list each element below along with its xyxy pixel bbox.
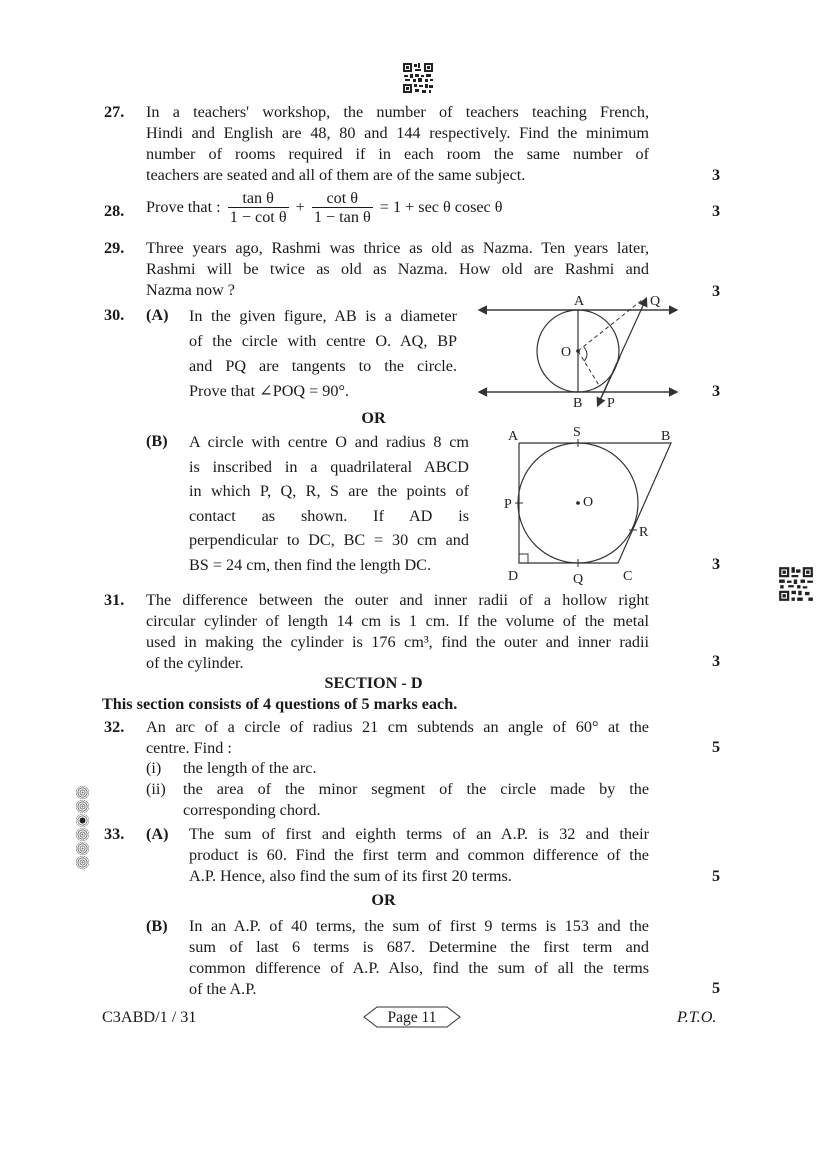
q32-item-i-text: the length of the arc. (183, 759, 317, 777)
q28-prefix: Prove that : (146, 198, 221, 216)
q27-line-2: Hindi and English are 48, 80 and 144 respectively. Find the minimum (146, 124, 649, 142)
q33a-line-3: A.P. Hence, also find the sum of its first 20 terms. (189, 867, 512, 885)
q33b-line-2: sum of last 6 terms is 687. Determine the first term and (189, 938, 649, 956)
q27-line-4: teachers are seated and all of them are of the same subject. (146, 166, 526, 184)
fig30-label-p: P (607, 396, 615, 410)
q30-or-separator: OR (361, 409, 386, 427)
question-32-text (146, 717, 649, 759)
paper-code: C3ABD/1 / 31 (102, 1008, 197, 1026)
binding-mark (76, 786, 89, 799)
page-number: Page 11 (387, 1009, 437, 1026)
binding-mark (76, 842, 89, 855)
q30a-line-1: In the given figure, AB is a diameter (189, 307, 457, 325)
question-number-31: 31. (104, 591, 125, 609)
q33b-marks: 5 (712, 979, 721, 997)
q28-rhs: = 1 + sec θ cosec θ (379, 198, 503, 216)
fig30b-label-o: O (583, 495, 594, 510)
q27-line-3: number of rooms required if in each room the same number of (146, 145, 649, 163)
q30a-line-2: of the circle with centre O. AQ, BP (189, 332, 457, 350)
q31-marks: 3 (712, 652, 721, 670)
q30b-line-1: A circle with centre O and radius 8 cm (189, 433, 469, 451)
q31-line-3: used in making the cylinder is 176 cm³, find the outer and inner radii (146, 633, 649, 651)
question-31-text (146, 590, 649, 674)
fig30-label-b: B (573, 396, 583, 410)
q29-line-1: Three years ago, Rashmi was thrice as old as Nazma. Ten years later, (146, 239, 649, 257)
q30-part-a-text (189, 304, 457, 404)
q27-line-1: In a teachers' workshop, the number of teachers teaching French, (146, 103, 649, 121)
q33b-line-4: of the A.P. (189, 980, 257, 998)
q30-part-b-label: (B) (146, 432, 168, 450)
question-number-30: 30. (104, 306, 125, 324)
figure-tangents-circle (470, 285, 690, 410)
q33a-line-2: product is 60. Find the first term and common difference of the (189, 846, 649, 864)
q32-line-2: centre. Find : (146, 739, 232, 757)
question-number-33: 33. (104, 825, 125, 843)
q30b-line-4: contact as shown. If AD is (189, 506, 469, 525)
q29-line-3: Nazma now ? (146, 281, 235, 299)
q32-marks: 5 (712, 738, 721, 756)
fig30b-label-s: S (573, 425, 581, 440)
q32-item-i-label: (i) (146, 759, 162, 777)
q31-line-2: circular cylinder of length 14 cm is 1 cm. If the volume of the metal (146, 612, 649, 630)
q28-frac1-numerator: tan θ (228, 189, 289, 208)
qr-code-icon (402, 62, 434, 94)
fig30b-label-d: D (508, 569, 519, 584)
q30-part-b-text (189, 430, 469, 577)
q33b-line-1: In an A.P. of 40 terms, the sum of first 9 terms is 153 and the (189, 917, 649, 935)
q32-item-ii-text (183, 779, 649, 821)
question-number-32: 32. (104, 718, 125, 736)
q28-fraction-2 (312, 189, 373, 226)
section-d-intro: This section consists of 4 questions of 5 marks each. (102, 695, 458, 713)
q29-marks: 3 (712, 282, 721, 300)
q30a-line-3: and PQ are tangents to the circle. (189, 357, 457, 375)
section-d-title: SECTION - D (324, 674, 423, 692)
binding-mark (76, 828, 89, 841)
question-number-27: 27. (104, 103, 125, 121)
q33-part-b-text (189, 916, 649, 1000)
q30b-line-5: perpendicular to DC, BC = 30 cm and (189, 531, 469, 549)
q29-line-2: Rashmi will be twice as old as Nazma. How old are Rashmi and (146, 260, 649, 278)
q30b-line-6: BS = 24 cm, then find the length DC. (189, 555, 432, 574)
question-number-28: 28. (104, 202, 125, 220)
q33a-marks: 5 (712, 867, 721, 885)
fig30-label-q: Q (650, 294, 661, 309)
q30b-marks: 3 (712, 555, 721, 573)
page-number-box (363, 1006, 461, 1028)
binding-mark (76, 800, 89, 813)
fig30b-label-a: A (508, 429, 519, 444)
q30b-line-3: in which P, Q, R, S are the points of (189, 482, 469, 500)
q33-part-a-text (189, 824, 649, 887)
q30b-line-2: is inscribed in a quadrilateral ABCD (189, 457, 469, 476)
q31-line-1: The difference between the outer and inner radii of a hollow right (146, 591, 649, 609)
side-qr-code-icon (777, 566, 815, 602)
q28-frac2-denominator: 1 − tan θ (313, 208, 371, 226)
q28-fraction-1 (228, 189, 289, 226)
q28-plus: + (295, 198, 305, 216)
question-28-text (146, 189, 503, 226)
q33a-line-1: The sum of first and eighth terms of an A.P. is 32 and their (189, 825, 649, 843)
q31-line-4: of the cylinder. (146, 654, 244, 672)
q33-or-separator: OR (371, 891, 396, 909)
q30a-line-4: Prove that ∠POQ = 90°. (189, 382, 350, 400)
q30a-marks: 3 (712, 382, 721, 400)
q33-part-a-label: (A) (146, 825, 169, 843)
binding-mark (76, 814, 89, 827)
question-27-text (146, 102, 649, 186)
q32-ii-line-2: corresponding chord. (183, 801, 321, 819)
q27-marks: 3 (712, 166, 721, 184)
q28-frac1-denominator: 1 − cot θ (229, 208, 287, 226)
q28-marks: 3 (712, 202, 721, 220)
q33b-line-3: common difference of A.P. Also, find the sum of all the terms (189, 959, 649, 977)
fig30-label-a: A (574, 294, 585, 309)
figure-inscribed-quadrilateral (480, 420, 690, 585)
q33-part-b-label: (B) (146, 917, 168, 935)
fig30b-label-q: Q (573, 572, 584, 585)
q30-part-a-label: (A) (146, 306, 169, 324)
fig30-label-o: O (561, 345, 572, 360)
q28-frac2-numerator: cot θ (312, 189, 373, 208)
fig30b-label-r: R (639, 525, 649, 540)
q32-item-ii-label: (ii) (146, 780, 166, 798)
fig30b-label-p: P (504, 497, 512, 512)
q32-line-1: An arc of a circle of radius 21 cm subtends an angle of 60° at the (146, 718, 649, 736)
question-number-29: 29. (104, 239, 125, 257)
please-turn-over: P.T.O. (677, 1008, 717, 1026)
fig30b-label-b: B (661, 429, 671, 444)
q32-ii-line-1: the area of the minor segment of the circle made by the (183, 780, 649, 798)
binding-mark (76, 856, 89, 869)
fig30b-label-c: C (623, 569, 633, 584)
